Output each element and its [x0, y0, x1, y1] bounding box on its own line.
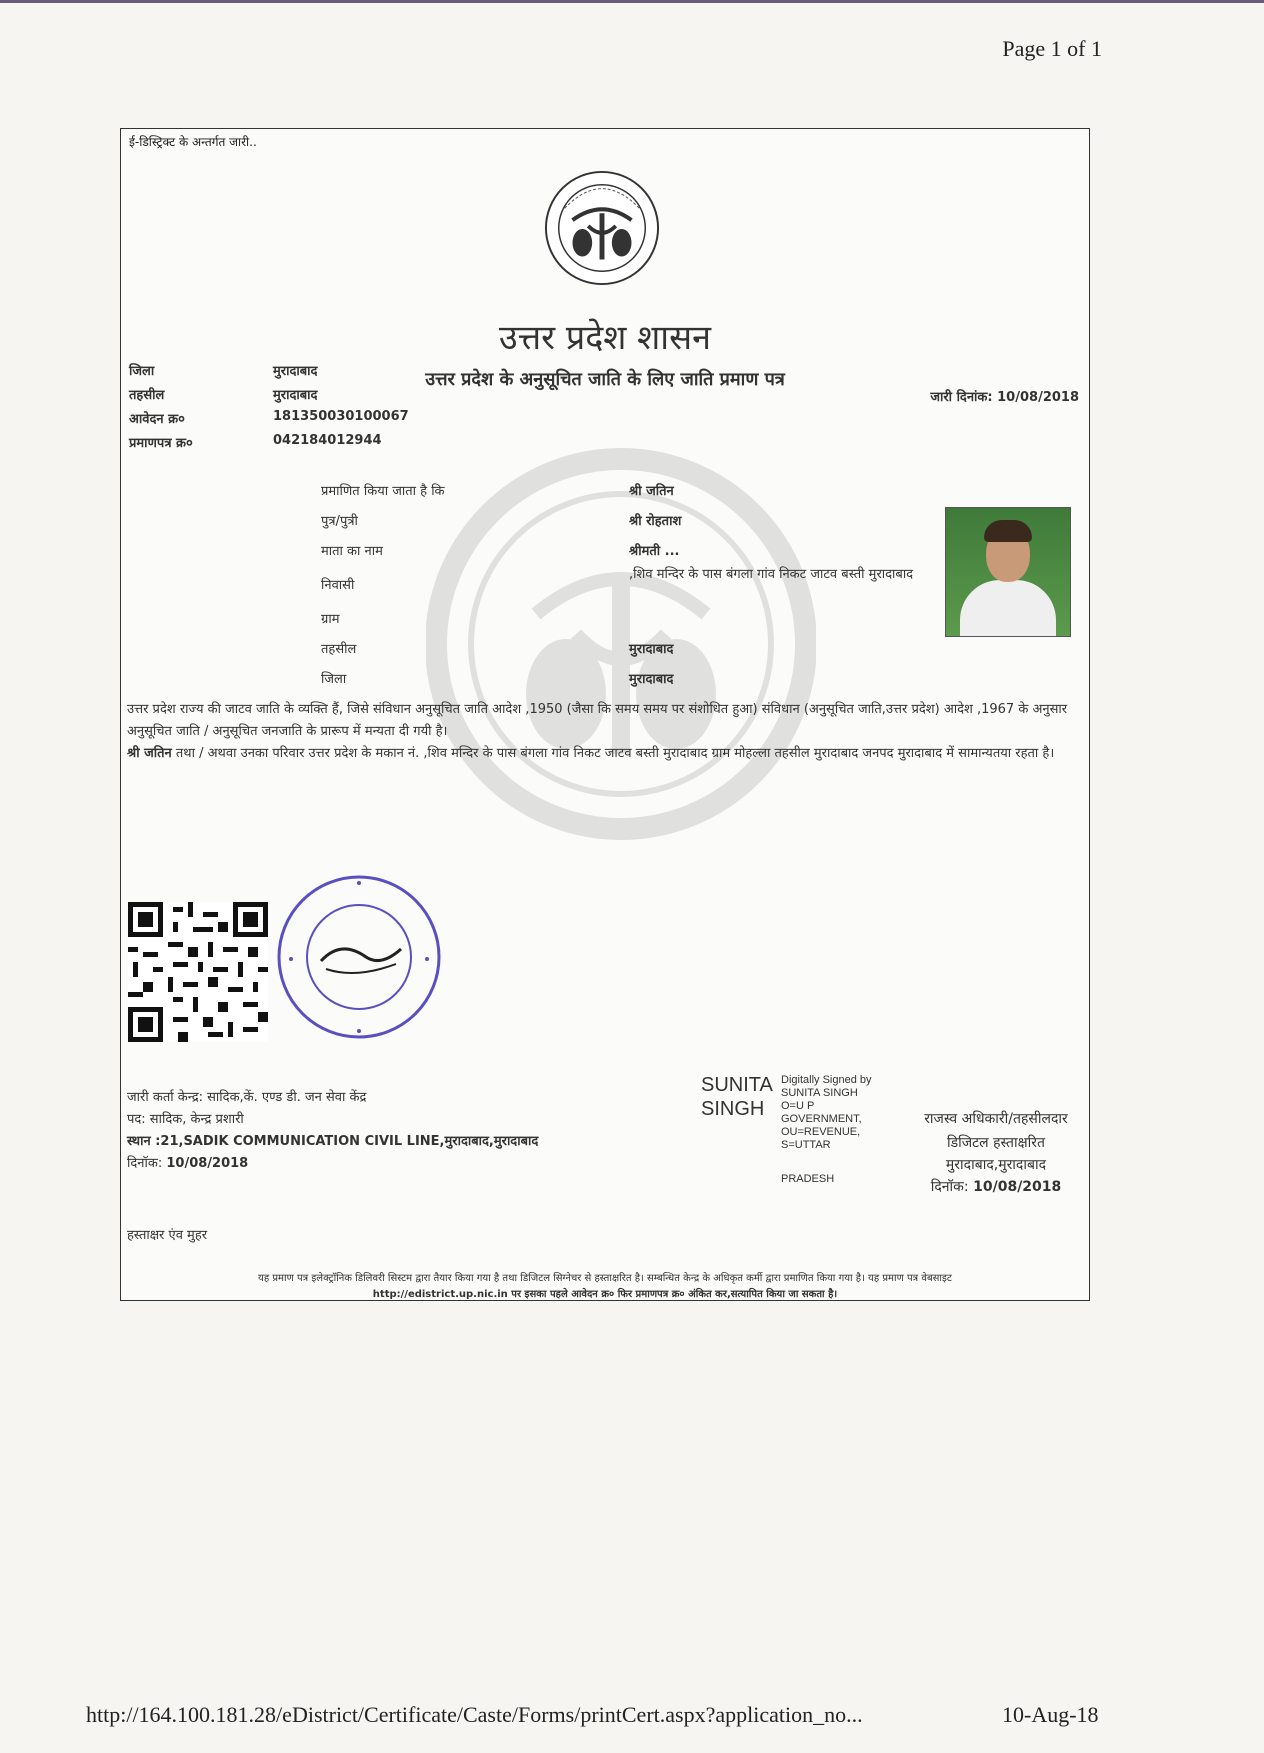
seva-kendra-stamp — [271, 869, 446, 1044]
certificate-number-value: 042184012944 — [273, 433, 382, 448]
caste-certificate — [120, 128, 1090, 1301]
top-border-line — [0, 0, 1264, 3]
digital-signature-name-line1: SUNITA — [701, 1074, 773, 1096]
application-number-value: 181350030100067 — [273, 409, 409, 424]
issuing-centre: जारी कर्ता केन्द्र: सादिक,कें. एण्ड डी. जन सेवा केंद्र — [127, 1090, 367, 1105]
issuer-date-value: 10/08/2018 — [166, 1156, 249, 1171]
page-indicator: Page 1 of 1 — [1002, 36, 1102, 61]
caste-statement: उत्तर प्रदेश राज्य की जाटव जाति के व्यक्ति हैं, जिसे संविधान अनुसूचित जाति आदेश ,1950 (जैसा कि समय समय पर संशोधित हुआ) संविधान (अनुसूचित जाति,उत्तर प्रदेश) आदेश ,1967 के अनुसार अनुसूचित जाति / अनुसूचित जनजाति के प्रारूप में मन्यता दी गयी है। — [127, 702, 1068, 739]
footnote-line-1: यह प्रमाण पत्र इलेक्ट्रॉनिक डिलिवरी सिस्टम द्वारा तैयार किया गया है तथा डिजिटल सिग्नेचर से हस्ताक्षरित है। सम्बन्धित केन्द्र के अधिकृत कर्मी द्वारा प्रमाणित किया गया है। यह प्रमाण पत्र वेबसाइट — [258, 1273, 952, 1284]
digital-signature-details-tail: PRADESH — [781, 1173, 835, 1185]
tehsil-value: मुरादाबाद — [273, 388, 318, 403]
field-value-tehsil: मुरादाबाद — [629, 642, 674, 657]
applicant-photo — [945, 507, 1071, 637]
watermark-emblem-icon — [426, 424, 816, 874]
field-value-name: श्री जतिन — [629, 484, 674, 499]
issue-date-value: 10/08/2018 — [997, 390, 1079, 405]
officer-signed: डिजिटल हस्ताक्षरित — [947, 1135, 1045, 1151]
issuer-date-label: दिनॉक: — [127, 1156, 163, 1171]
field-value-district: मुरादाबाद — [629, 672, 674, 687]
residence-statement-text: तथा / अथवा उनका परिवार उत्तर प्रदेश के मकान नं. ,शिव मन्दिर के पास बंगला गांव निकट जाटव बस्ती मुरादाबाद ग्राम मोहल्ला तहसील मुरादाबाद जनपद मुरादाबाद में सामान्यतया रहता है। — [171, 746, 1055, 761]
residence-statement — [127, 743, 1082, 765]
verification-footnote — [121, 1271, 1089, 1303]
officer-location: मुरादाबाद,मुरादाबाद — [945, 1157, 1047, 1173]
government-title: उत्तर प्रदेश शासन — [499, 318, 711, 358]
tehsil-label: तहसील — [129, 388, 165, 403]
field-label-certified: प्रमाणित किया जाता है कि — [321, 484, 445, 499]
qr-code — [128, 902, 268, 1042]
certificate-title: उत्तर प्रदेश के अनुसूचित जाति के लिए जाति प्रमाण पत्र — [425, 369, 785, 390]
digital-signature-name-line2: SINGH — [701, 1098, 765, 1120]
field-label-mother: माता का नाम — [321, 544, 383, 559]
digital-signature-name — [701, 1073, 773, 1121]
field-label-tehsil: तहसील — [321, 642, 357, 657]
digital-signature-details: Digitally Signed by SUNITA SINGH O=U P GOVERNMENT, OU=REVENUE, S=UTTAR — [781, 1074, 872, 1151]
officer-date-value: 10/08/2018 — [973, 1179, 1062, 1195]
officer-title: राजस्व अधिकारी/तहसीलदार — [924, 1111, 1068, 1127]
field-label-resident: निवासी — [321, 578, 355, 593]
footnote-line-2: http://edistrict.up.nic.in पर इसका पहले आवेदन क्र० फिर प्रमाणपत्र क्र० अंकित कर,सत्यापित किया जा सकता है। — [372, 1289, 838, 1300]
officer-date — [911, 1177, 1081, 1196]
issuer-date — [127, 1153, 248, 1171]
sign-and-seal-label: हस्ताक्षर एंव मुहर — [127, 1228, 208, 1243]
issue-date — [930, 387, 1079, 405]
field-label-village: ग्राम — [321, 612, 340, 627]
district-label: जिला — [129, 364, 155, 379]
print-date: 10-Aug-18 — [1002, 1702, 1099, 1727]
issued-under-note: ई-डिस्ट्रिक्ट के अन्तर्गत जारी.. — [129, 135, 257, 149]
field-label-district: जिला — [321, 672, 347, 687]
field-value-address: ,शिव मन्दिर के पास बंगला गांव निकट जाटव बस्ती मुरादाबाद — [629, 567, 914, 582]
uttar-pradesh-emblem-icon — [543, 169, 661, 287]
issue-date-label: जारी दिनांक: — [930, 390, 993, 405]
field-value-father: श्री रोहताश — [629, 514, 682, 529]
certificate-number-label: प्रमाणपत्र क्र० — [129, 436, 193, 451]
print-url: http://164.100.181.28/eDistrict/Certificate/Caste/Forms/printCert.aspx?application_no... — [86, 1702, 863, 1727]
field-label-son-daughter: पुत्र/पुत्री — [321, 514, 358, 529]
issuer-designation: पद: सादिक, केन्द्र प्रशारी — [127, 1112, 244, 1127]
field-value-mother: श्रीमती ... — [629, 544, 680, 559]
issue-place: स्थान :21,SADIK COMMUNICATION CIVIL LINE,मुरादाबाद,मुरादाबाद — [127, 1134, 539, 1149]
application-number-label: आवेदन क्र० — [129, 412, 185, 427]
residence-statement-name: श्री जतिन — [127, 746, 172, 761]
officer-date-label: दिनॉक: — [930, 1179, 969, 1195]
district-value: मुरादाबाद — [273, 364, 318, 379]
